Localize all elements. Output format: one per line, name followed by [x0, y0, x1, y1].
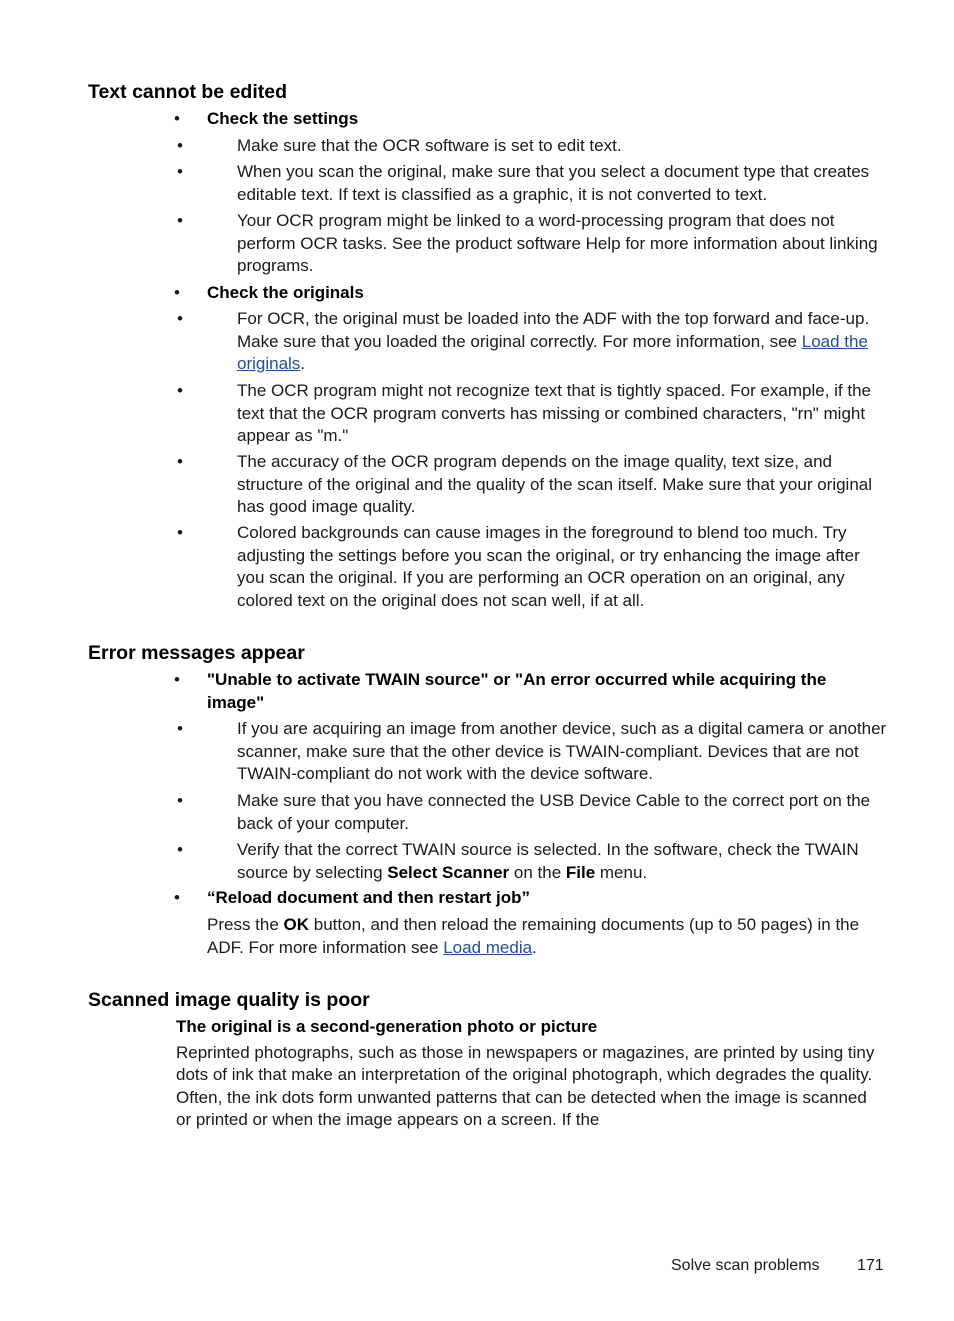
footer-section-title: Solve scan problems — [671, 1257, 820, 1274]
heading-scanned-image-quality: Scanned image quality is poor — [88, 989, 370, 1011]
list-item-text: Verify that the correct TWAIN source is selected. In the software, check the TWAIN source by selecting Select Scanner on the File menu. — [237, 840, 859, 882]
reload-instructions — [176, 914, 886, 959]
list-item-text: When you scan the original, make sure that you select a document type that creates editable text. If text is classified as a graphic, it is not converted to text. — [237, 162, 870, 204]
bullet: • — [174, 109, 180, 128]
list-item-text: The accuracy of the OCR program depends on the image quality, text size, and structure of the original and the quality of the scan itself. Make sure that your original has good image quality. — [237, 452, 873, 516]
list-item-text: Your OCR program might be linked to a word-processing program that does not perform OCR tasks. See the product software Help for more information about linking programs. — [237, 211, 878, 275]
bullet: • — [177, 211, 183, 230]
list-item — [177, 522, 887, 612]
list-item-twain-error — [176, 669, 886, 714]
list-item-text: The OCR program might not recognize text that is tightly spaced. For example, if the text that the OCR program converts has missing or combined characters, "rn" might appear as "m." — [237, 381, 872, 445]
bullet: • — [177, 719, 183, 738]
list-item — [177, 451, 887, 519]
list-item-text: Make sure that the OCR software is set to edit text. — [237, 136, 622, 155]
list-item — [177, 380, 887, 448]
bullet: • — [177, 791, 183, 810]
list-item-text: Colored backgrounds can cause images in the foreground to blend too much. Try adjusting the settings before you scan the original, or try enhancing the image after you scan the original. If you are performing an OCR operation on an original, any colored text on the original does not scan well, if at all. — [237, 523, 860, 610]
image-quality-paragraph: Reprinted photographs, such as those in newspapers or magazines, are printed by using tiny dots of ink that make an interpretation of the original photograph, which degrades the quality. Often, the ink dots form unwanted patterns that can be detected when the image is scanned or printed or when the image appears on a screen. If the — [176, 1043, 875, 1129]
bullet: • — [177, 840, 183, 859]
list-item — [177, 161, 887, 206]
bullet: • — [177, 309, 183, 328]
load-media-link[interactable]: Load media — [443, 937, 533, 957]
list-item — [177, 839, 887, 884]
list-item — [177, 308, 887, 376]
bullet: • — [174, 670, 180, 689]
list-item — [177, 718, 887, 786]
load-the-originals-link[interactable]: Load the originals — [237, 331, 868, 373]
bullet: • — [177, 136, 183, 155]
heading-text-cannot-be-edited: Text cannot be edited — [88, 81, 287, 103]
heading-error-messages: Error messages appear — [88, 642, 305, 664]
bullet: • — [177, 523, 183, 542]
list-item-text: For OCR, the original must be loaded into the ADF with the top forward and face-up. Make sure that you loaded the original correctly. For more information, see Load the originals. — [237, 309, 870, 373]
subheading-check-originals: Check the originals — [207, 283, 364, 302]
bullet: • — [177, 452, 183, 471]
subheading-second-generation: The original is a second-generation photo or picture — [176, 1017, 598, 1036]
footer-page-number: 171 — [857, 1257, 884, 1274]
bullet: • — [174, 283, 180, 302]
bullet: • — [174, 888, 180, 907]
list-item — [177, 790, 887, 835]
list-item-text: If you are acquiring an image from another device, such as a digital camera or another scanner, make sure that the other device is TWAIN-compliant. Devices that are not TWAIN-compliant do not work with the device software. — [237, 719, 887, 783]
list-item — [177, 210, 887, 278]
list-item-check-originals — [176, 282, 886, 305]
subheading-reload-document: “Reload document and then restart job” — [207, 888, 531, 907]
subheading-twain-error: "Unable to activate TWAIN source" or "An error occurred while acquiring the image" — [207, 670, 827, 712]
subheading-check-settings: Check the settings — [207, 109, 359, 128]
reload-instructions-text: Press the OK button, and then reload the remaining documents (up to 50 pages) in the ADF. For more information see Load media. — [207, 915, 860, 957]
list-item-check-settings — [176, 108, 886, 131]
list-item — [177, 135, 887, 158]
list-item-reload-document — [176, 887, 886, 910]
bullet: • — [177, 162, 183, 181]
bullet: • — [177, 381, 183, 400]
list-item-text: Make sure that you have connected the USB Device Cable to the correct port on the back of your computer. — [237, 791, 871, 833]
